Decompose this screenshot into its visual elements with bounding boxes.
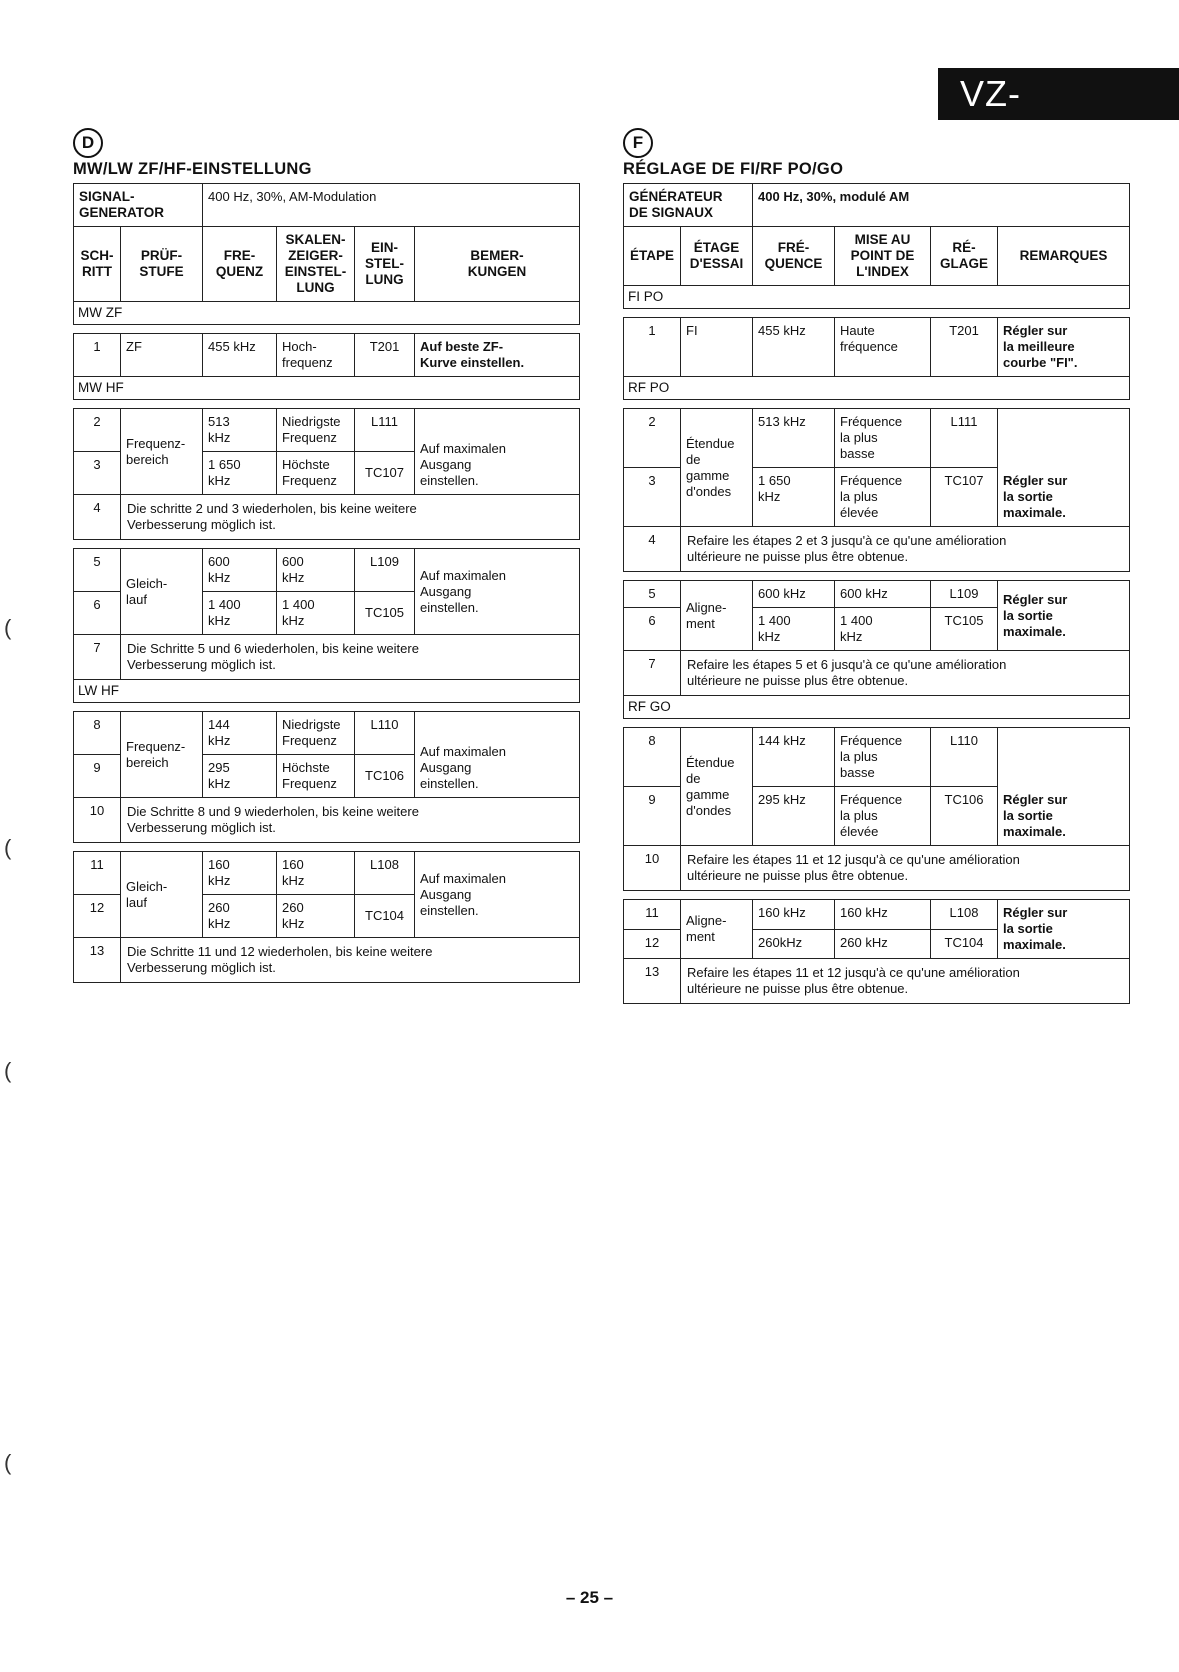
binding-mark: ( [4, 1450, 12, 1475]
note-row [624, 846, 1130, 891]
group-label: RF PO [624, 377, 1130, 400]
adjust-cell: L110 [931, 728, 998, 787]
section-f [623, 128, 1130, 1004]
adjust-cell: TC105 [931, 608, 998, 651]
step-cell: 12 [624, 929, 681, 959]
note-cell: Die Schritte 8 und 9 wiederholen, bis keine weitere Verbesserung möglich ist. [121, 798, 580, 843]
gap [624, 400, 1130, 409]
dial-cell: 260 kHz [277, 895, 355, 938]
step-cell: 7 [74, 635, 121, 680]
adjust-cell: TC106 [931, 787, 998, 846]
section-d [73, 128, 580, 983]
step-cell: 13 [624, 959, 681, 1004]
section-letter-f: F [623, 128, 653, 158]
freq-cell: 455 kHz [753, 318, 835, 377]
stage-cell: Étendue de gamme d'ondes [681, 728, 753, 846]
adjust-cell: T201 [355, 334, 415, 377]
note-cell: Die Schritte 5 und 6 wiederholen, bis keine weitere Verbesserung möglich ist. [121, 635, 580, 680]
remark-cell: Régler sur la sortie maximale. [998, 728, 1130, 846]
step-cell: 1 [74, 334, 121, 377]
step-cell: 4 [624, 527, 681, 572]
step-cell: 10 [74, 798, 121, 843]
step-cell: 7 [624, 651, 681, 696]
table-row [74, 712, 580, 755]
table-row [624, 409, 1130, 468]
dial-cell: 600 kHz [835, 581, 931, 608]
step-cell: 3 [74, 452, 121, 495]
generator-row [624, 184, 1130, 227]
dial-cell: Fréquence la plus basse [835, 728, 931, 787]
gap [624, 891, 1130, 900]
generator-value: 400 Hz, 30%, AM-Modulation [203, 184, 580, 227]
gap [74, 540, 580, 549]
freq-cell: 600 kHz [753, 581, 835, 608]
note-cell: Refaire les étapes 5 et 6 jusqu'à ce qu'une amélioration ultérieure ne puisse plus être obtenue. [681, 651, 1130, 696]
header-dial: MISE AU POINT DE L'INDEX [835, 227, 931, 286]
stage-cell: ZF [121, 334, 203, 377]
adjust-cell: TC104 [931, 929, 998, 959]
freq-cell: 144 kHz [753, 728, 835, 787]
dial-cell: Haute fréquence [835, 318, 931, 377]
gap [74, 400, 580, 409]
header-adjust: EIN- STEL- LUNG [355, 227, 415, 302]
table-row [74, 852, 580, 895]
header-stage: ÉTAGE D'ESSAI [681, 227, 753, 286]
note-row [624, 651, 1130, 696]
remark-cell: Régler sur la sortie maximale. [998, 900, 1130, 959]
remark-cell: Régler sur la sortie maximale. [998, 581, 1130, 651]
stage-cell: Étendue de gamme d'ondes [681, 409, 753, 527]
note-row [624, 527, 1130, 572]
step-cell: 6 [74, 592, 121, 635]
dial-cell: Hoch- frequenz [277, 334, 355, 377]
gap [74, 843, 580, 852]
adjust-cell: TC107 [931, 468, 998, 527]
header-remarks: REMARQUES [998, 227, 1130, 286]
gap [624, 719, 1130, 728]
table-row [624, 728, 1130, 787]
header-stage: PRÜF- STUFE [121, 227, 203, 302]
table-row [624, 581, 1130, 608]
header-dial: SKALEN- ZEIGER- EINSTEL- LUNG [277, 227, 355, 302]
step-cell: 11 [74, 852, 121, 895]
step-cell: 2 [624, 409, 681, 468]
header-frequency: FRE- QUENZ [203, 227, 277, 302]
step-cell: 3 [624, 468, 681, 527]
remark-cell: Auf maximalen Ausgang einstellen. [415, 852, 580, 938]
adjust-cell: L108 [931, 900, 998, 930]
remark-cell: Auf maximalen Ausgang einstellen. [415, 549, 580, 635]
step-cell: 12 [74, 895, 121, 938]
stage-cell: Gleich- lauf [121, 549, 203, 635]
binding-mark: ( [4, 615, 12, 640]
table-row [74, 334, 580, 377]
binding-mark: ( [4, 1058, 12, 1083]
freq-cell: 1 650 kHz [203, 452, 277, 495]
section-title-f: RÉGLAGE DE FI/RF PO/GO [623, 160, 844, 178]
note-row [74, 495, 580, 540]
generator-label: SIGNAL- GENERATOR [74, 184, 203, 227]
header-step: ÉTAPE [624, 227, 681, 286]
step-cell: 5 [624, 581, 681, 608]
remark-cell: Auf maximalen Ausgang einstellen. [415, 712, 580, 798]
section-title-d: MW/LW ZF/HF-EINSTELLUNG [73, 160, 312, 178]
header-row [74, 227, 580, 302]
stage-cell: Aligne- ment [681, 900, 753, 959]
step-cell: 9 [74, 755, 121, 798]
freq-cell: 144 kHz [203, 712, 277, 755]
header-row [624, 227, 1130, 286]
step-cell: 4 [74, 495, 121, 540]
adjust-cell: TC104 [355, 895, 415, 938]
adjust-cell: TC106 [355, 755, 415, 798]
dial-cell: Fréquence la plus élevée [835, 787, 931, 846]
freq-cell: 160 kHz [203, 852, 277, 895]
group-label: MW HF [74, 377, 580, 400]
adjust-cell: TC105 [355, 592, 415, 635]
freq-cell: 1 400 kHz [753, 608, 835, 651]
header-adjust: RÉ- GLAGE [931, 227, 998, 286]
step-cell: 8 [624, 728, 681, 787]
stage-cell: Frequenz- bereich [121, 712, 203, 798]
stage-cell: Gleich- lauf [121, 852, 203, 938]
table-row [624, 900, 1130, 930]
freq-cell: 1 400 kHz [203, 592, 277, 635]
table-row [74, 549, 580, 592]
remark-cell: Auf beste ZF- Kurve einstellen. [415, 334, 580, 377]
dial-cell: Fréquence la plus basse [835, 409, 931, 468]
freq-cell: 455 kHz [203, 334, 277, 377]
freq-cell: 160 kHz [753, 900, 835, 930]
binding-mark: ( [4, 835, 12, 860]
table-row [74, 409, 580, 452]
step-cell: 9 [624, 787, 681, 846]
adjust-cell: T201 [931, 318, 998, 377]
note-row [74, 635, 580, 680]
dial-cell: Fréquence la plus élevée [835, 468, 931, 527]
gap [624, 572, 1130, 581]
freq-cell: 513 kHz [203, 409, 277, 452]
note-cell: Refaire les étapes 2 et 3 jusqu'à ce qu'une amélioration ultérieure ne puisse plus être obtenue. [681, 527, 1130, 572]
group-label: LW HF [74, 680, 580, 703]
gap [74, 325, 580, 334]
dial-cell: 260 kHz [835, 929, 931, 959]
step-cell: 6 [624, 608, 681, 651]
header-remarks: BEMER- KUNGEN [415, 227, 580, 302]
stage-cell: Frequenz- bereich [121, 409, 203, 495]
gap [624, 309, 1130, 318]
header-frequency: FRÉ- QUENCE [753, 227, 835, 286]
step-cell: 13 [74, 938, 121, 983]
step-cell: 2 [74, 409, 121, 452]
generator-row [74, 184, 580, 227]
dial-cell: Höchste Frequenz [277, 755, 355, 798]
adjust-cell: L108 [355, 852, 415, 895]
adjustment-table-d [73, 183, 580, 983]
note-cell: Refaire les étapes 11 et 12 jusqu'à ce qu'une amélioration ultérieure ne puisse plus être obtenue. [681, 959, 1130, 1004]
step-cell: 11 [624, 900, 681, 930]
note-row [74, 938, 580, 983]
generator-label: GÉNÉRATEUR DE SIGNAUX [624, 184, 753, 227]
dial-cell: Niedrigste Frequenz [277, 712, 355, 755]
dial-cell: 160 kHz [835, 900, 931, 930]
step-cell: 8 [74, 712, 121, 755]
model-label: VZ-1600H(S) [938, 68, 1179, 120]
freq-cell: 295 kHz [203, 755, 277, 798]
header-step: SCH- RITT [74, 227, 121, 302]
remark-cell: Régler sur la sortie maximale. [998, 409, 1130, 527]
dial-cell: Höchste Frequenz [277, 452, 355, 495]
remark-cell: Régler sur la meilleure courbe "FI". [998, 318, 1130, 377]
step-cell: 10 [624, 846, 681, 891]
page-number: – 25 – [565, 1588, 614, 1607]
freq-cell: 600 kHz [203, 549, 277, 592]
note-row [74, 798, 580, 843]
remark-cell: Auf maximalen Ausgang einstellen. [415, 409, 580, 495]
group-label: RF GO [624, 696, 1130, 719]
freq-cell: 1 650 kHz [753, 468, 835, 527]
stage-cell: Aligne- ment [681, 581, 753, 651]
freq-cell: 295 kHz [753, 787, 835, 846]
group-label: MW ZF [74, 302, 580, 325]
note-cell: Die Schritte 11 und 12 wiederholen, bis keine weitere Verbesserung möglich ist. [121, 938, 580, 983]
freq-cell: 513 kHz [753, 409, 835, 468]
note-cell: Die schritte 2 und 3 wiederholen, bis keine weitere Verbesserung möglich ist. [121, 495, 580, 540]
step-cell: 1 [624, 318, 681, 377]
adjust-cell: L110 [355, 712, 415, 755]
dial-cell: 600 kHz [277, 549, 355, 592]
dial-cell: 1 400 kHz [277, 592, 355, 635]
table-row [624, 318, 1130, 377]
generator-value: 400 Hz, 30%, modulé AM [753, 184, 1130, 227]
gap [74, 703, 580, 712]
adjustment-table-f [623, 183, 1130, 1004]
note-row [624, 959, 1130, 1004]
adjust-cell: L109 [931, 581, 998, 608]
note-cell: Refaire les étapes 11 et 12 jusqu'à ce qu'une amélioration ultérieure ne puisse plus être obtenue. [681, 846, 1130, 891]
dial-cell: 1 400 kHz [835, 608, 931, 651]
stage-cell: FI [681, 318, 753, 377]
group-label: FI PO [624, 286, 1130, 309]
step-cell: 5 [74, 549, 121, 592]
dial-cell: Niedrigste Frequenz [277, 409, 355, 452]
dial-cell: 160 kHz [277, 852, 355, 895]
section-letter-d: D [73, 128, 103, 158]
adjust-cell: TC107 [355, 452, 415, 495]
adjust-cell: L111 [931, 409, 998, 468]
adjust-cell: L111 [355, 409, 415, 452]
freq-cell: 260 kHz [203, 895, 277, 938]
adjust-cell: L109 [355, 549, 415, 592]
freq-cell: 260kHz [753, 929, 835, 959]
